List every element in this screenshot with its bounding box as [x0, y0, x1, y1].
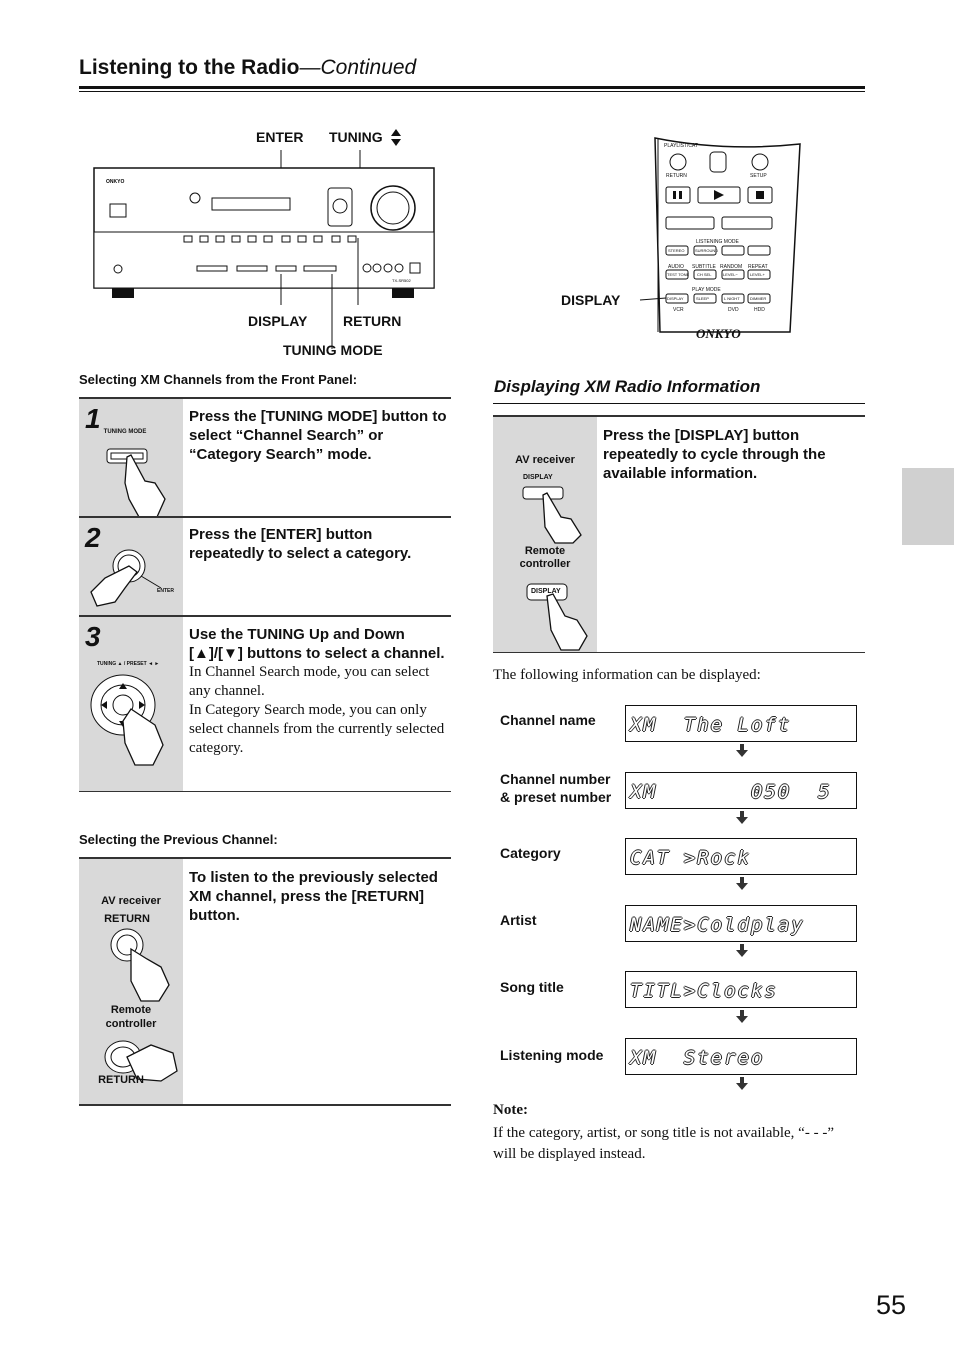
- lcd-text: XM Stereo: [630, 1047, 765, 1069]
- lcd-text: CAT >Rock: [630, 847, 751, 869]
- lcd-channel-name: [625, 705, 857, 742]
- header-rule: [79, 86, 865, 89]
- tuning-preset-icon-label: TUNING ▲ / PRESET ◄ ►: [97, 661, 160, 667]
- svg-text:LEVEL+: LEVEL+: [750, 272, 765, 277]
- step-3-illustration: [79, 617, 183, 791]
- down-arrow-icon: [736, 750, 748, 757]
- svg-text:VCR: VCR: [673, 307, 684, 313]
- page-title: Listening to the Radio—Continued: [79, 56, 417, 79]
- info-label-listening-mode: Listening mode: [500, 1047, 604, 1063]
- previous-channel-heading: Selecting the Previous Channel:: [79, 832, 278, 847]
- tuning-updown-icon: [389, 128, 403, 148]
- info-label-category: Category: [500, 845, 561, 861]
- tuning-label: TUNING: [329, 129, 383, 145]
- step-number: 2: [85, 522, 101, 553]
- side-tab: [902, 468, 954, 545]
- lcd-channel-number: [625, 772, 857, 809]
- remote-display-button-label: DISPLAY: [531, 588, 561, 595]
- svg-text:RETURN: RETURN: [666, 173, 687, 179]
- lcd-text: NAME>Coldplay: [630, 914, 805, 936]
- remote-display-label: DISPLAY: [561, 292, 621, 308]
- remote-controller-label: Remote controller: [105, 1004, 157, 1030]
- av-receiver-label: AV receiver: [101, 895, 161, 907]
- lcd-text: XM 050 5: [630, 781, 832, 803]
- down-arrow-icon: [736, 1083, 748, 1090]
- svg-text:LEVEL−: LEVEL−: [723, 272, 738, 277]
- svg-text:HDD: HDD: [754, 307, 765, 313]
- info-label-channel-name: Channel name: [500, 712, 596, 728]
- svg-text:REPEAT: REPEAT: [748, 264, 768, 270]
- svg-text:LISTENING MODE: LISTENING MODE: [696, 239, 739, 245]
- svg-text:TEST TONE: TEST TONE: [667, 272, 690, 277]
- down-arrow-icon: [736, 817, 748, 824]
- lcd-song-title: [625, 971, 857, 1008]
- step-3-instruction-line-2: [▲]/[▼] buttons to select a channel.: [189, 645, 445, 662]
- info-label-song-title: Song title: [500, 979, 564, 995]
- svg-text:L NIGHT: L NIGHT: [724, 296, 740, 301]
- lcd-artist: [625, 905, 857, 942]
- step-3-body-2: In Category Search mode, you can only select channels from the currently selected category.: [189, 702, 445, 756]
- step-2-illustration: [79, 518, 183, 617]
- display-info-heading: Displaying XM Radio Information: [494, 377, 761, 396]
- info-label-artist: Artist: [500, 912, 537, 928]
- return-small-label: RETURN: [104, 913, 150, 925]
- down-arrow-icon: [736, 950, 748, 957]
- down-arrow-icon: [736, 1016, 748, 1023]
- svg-text:AUDIO: AUDIO: [668, 264, 684, 270]
- info-label-channel-number: Channel number & preset number: [500, 771, 612, 805]
- display-label: DISPLAY: [248, 313, 308, 329]
- tuning-mode-icon-label: TUNING MODE: [103, 429, 147, 435]
- down-arrow-icon: [736, 883, 748, 890]
- step-2: [79, 516, 451, 617]
- display-step-illustration: [493, 417, 597, 652]
- svg-text:SLEEP: SLEEP: [696, 296, 709, 301]
- display-step-instruction: Press the [DISPLAY] button repeatedly to cycle through the available information.: [603, 427, 826, 482]
- front-panel-heading: Selecting XM Channels from the Front Panel:: [79, 372, 358, 387]
- tuning-keypad-icon: [85, 669, 181, 789]
- lcd-listening-mode: [625, 1038, 857, 1075]
- tuning-mode-label: TUNING MODE: [283, 342, 383, 358]
- svg-text:SETUP: SETUP: [750, 173, 767, 179]
- display-info-rule: [493, 403, 865, 404]
- svg-text:RANDOM: RANDOM: [720, 264, 743, 270]
- svg-text:DVD: DVD: [728, 307, 739, 313]
- svg-text:STEREO: STEREO: [668, 248, 685, 253]
- return-button-press-icon: [103, 925, 183, 1005]
- step-1-instruction: Press the [TUNING MODE] button to select “Channel Search” or “Category Search” mode.: [189, 408, 447, 463]
- display-small-label: DISPLAY: [523, 474, 553, 481]
- step-number: 3: [85, 621, 101, 652]
- lcd-category: [625, 838, 857, 875]
- av-receiver-label: AV receiver: [515, 454, 575, 466]
- header-rule-thin: [79, 91, 865, 92]
- step-3-instruction: [189, 625, 451, 758]
- remote-controller-label: Remote controller: [519, 545, 571, 570]
- step-1: [79, 397, 451, 518]
- following-info-text: The following information can be displayed:: [493, 667, 761, 683]
- remote-controller-illustration: [640, 132, 810, 341]
- previous-channel-illustration: [79, 859, 183, 1104]
- display-button-press-icon: [517, 481, 597, 543]
- step-3: [79, 615, 451, 792]
- remote-return-label: RETURN: [98, 1074, 144, 1086]
- lcd-text: TITL>Clocks: [630, 980, 778, 1002]
- previous-channel-instruction: To listen to the previously selected XM channel, press the [RETURN] button.: [189, 869, 438, 924]
- svg-text:SURROUND: SURROUND: [695, 248, 719, 253]
- return-label: RETURN: [343, 313, 402, 329]
- enter-icon-label: ENTER: [157, 588, 174, 594]
- svg-text:DISPLAY: DISPLAY: [667, 296, 684, 301]
- svg-text:CH SEL: CH SEL: [697, 272, 712, 277]
- svg-text:PLAYLIST/CAT: PLAYLIST/CAT: [664, 143, 698, 149]
- enter-press-icon: [85, 548, 181, 614]
- svg-text:DIMMER: DIMMER: [750, 296, 767, 301]
- page-number: 55: [876, 1290, 907, 1320]
- step-number: 1: [85, 403, 101, 434]
- step-1-illustration: [79, 399, 183, 518]
- av-receiver-front-panel: [92, 146, 437, 306]
- receiver-model: TX-SR502: [392, 278, 411, 283]
- enter-label: ENTER: [256, 129, 304, 145]
- receiver-brand: ONKYO: [106, 179, 125, 185]
- lcd-text: XM The Loft: [630, 714, 792, 736]
- note-title: Note:: [493, 1102, 528, 1118]
- svg-text:PLAY MODE: PLAY MODE: [692, 287, 721, 293]
- note-text: If the category, artist, or song title is not available, “- - -” will be displayed instead.: [493, 1125, 834, 1162]
- finger-press-icon: [101, 443, 181, 519]
- svg-text:SUBTITLE: SUBTITLE: [692, 264, 716, 270]
- step-3-body-1: In Channel Search mode, you can select any channel.: [189, 664, 430, 699]
- step-3-instruction-line-1: Use the TUNING Up and Down: [189, 626, 405, 643]
- svg-text:ONKYO: ONKYO: [696, 326, 741, 341]
- previous-channel-box: [79, 857, 451, 1106]
- display-step-box: [493, 415, 865, 653]
- step-2-instruction: Press the [ENTER] button repeatedly to select a category.: [189, 526, 412, 562]
